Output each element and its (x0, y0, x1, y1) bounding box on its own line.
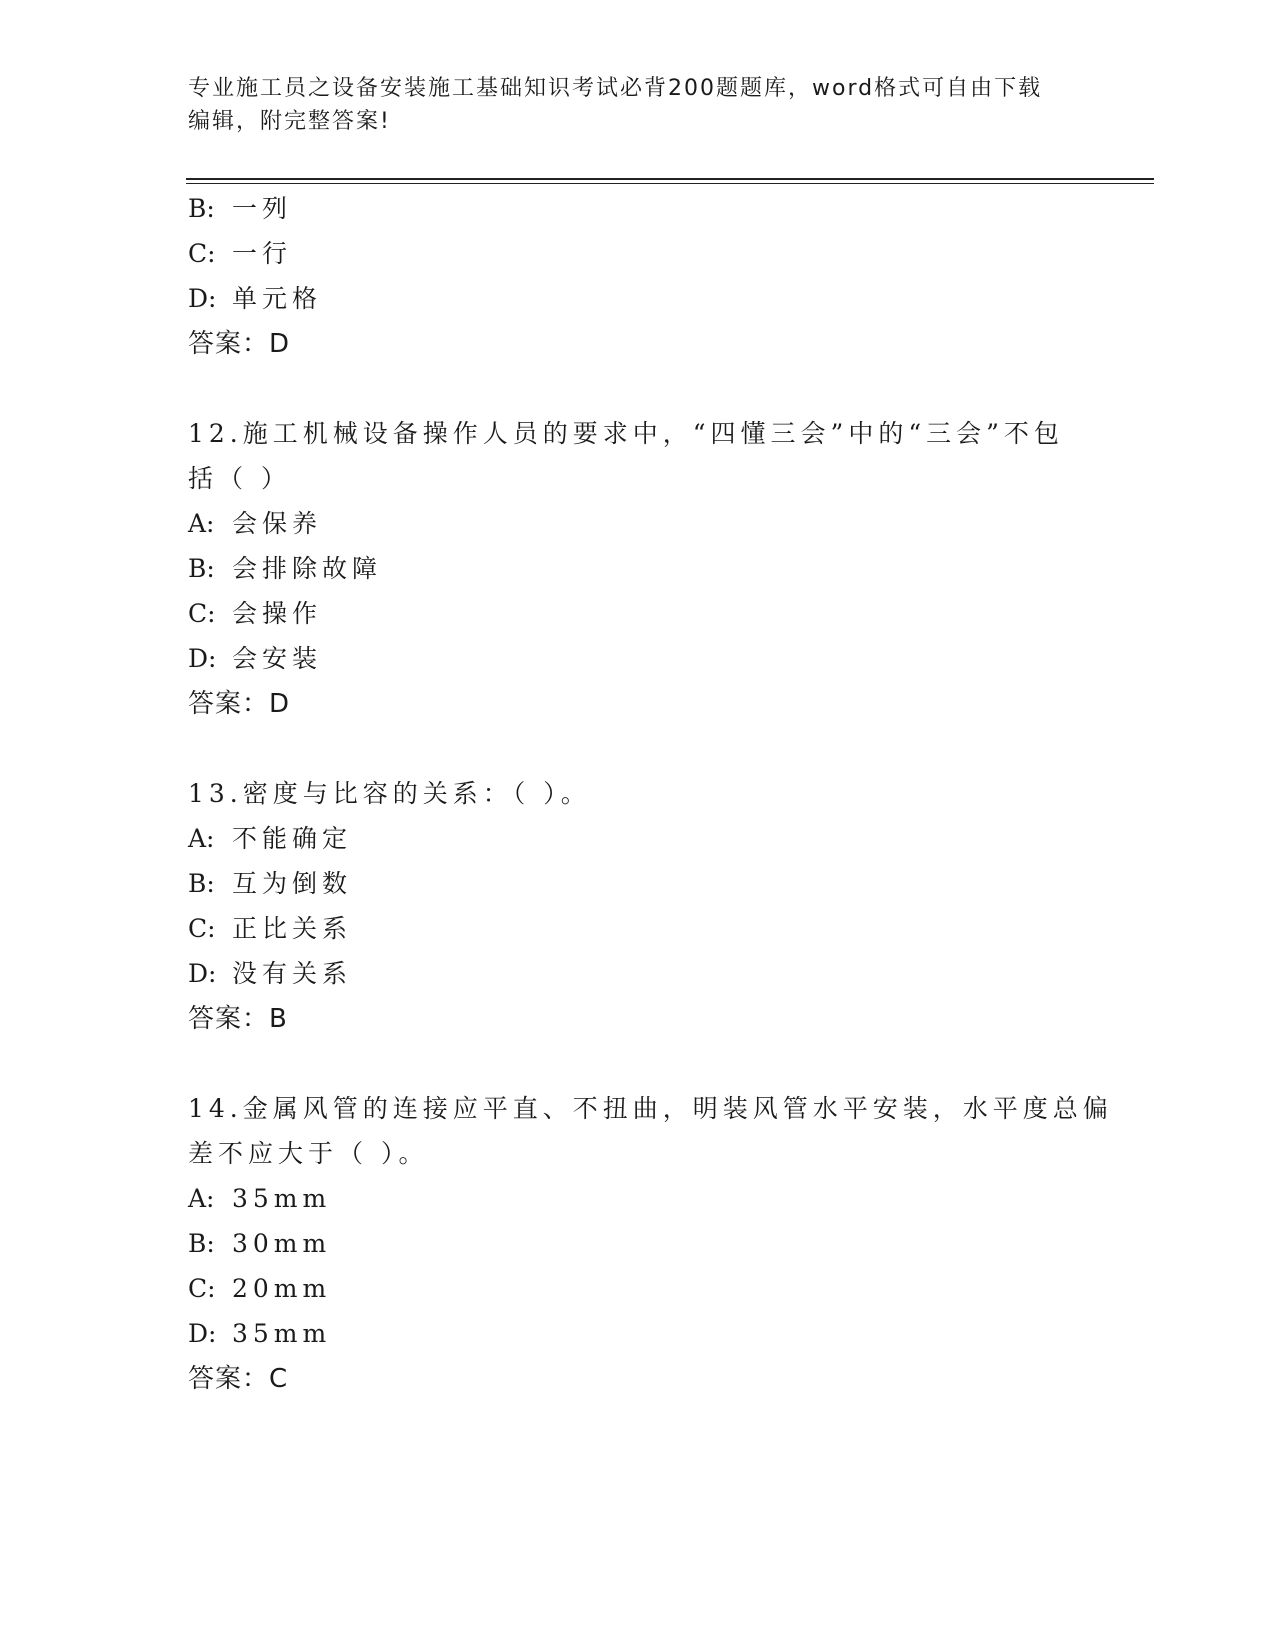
question-13-text: 13.密度与比容的关系：（ ）。 (188, 779, 591, 808)
option-text: 30mm (232, 1229, 332, 1258)
option-label: D: (188, 1319, 217, 1348)
option-c (188, 599, 322, 629)
option-b (188, 194, 292, 224)
option-label: D: (188, 284, 217, 313)
answer-line: 答案：C (188, 1364, 289, 1394)
option-label: B: (188, 869, 215, 898)
option-d (188, 959, 352, 989)
question-12-text-cont: 括（ ） (188, 464, 291, 493)
option-label: C: (188, 914, 216, 943)
option-label: A: (188, 824, 215, 853)
answer-line: 答案：D (188, 689, 291, 719)
option-text: 35mm (232, 1319, 332, 1348)
option-text: 会安装 (232, 644, 323, 673)
option-b (188, 869, 352, 899)
question-14-text: 14.金属风管的连接应平直、不扭曲，明装风管水平安装，水平度总偏 (188, 1094, 1113, 1123)
option-b (188, 554, 382, 584)
option-label: A: (188, 1184, 215, 1213)
option-label: B: (188, 1229, 215, 1258)
header-line-2: 编辑，附完整答案! (188, 109, 391, 134)
option-text: 没有关系 (232, 959, 353, 988)
document-header (188, 72, 1068, 138)
header-divider-thin (186, 183, 1154, 184)
option-label: A: (188, 509, 215, 538)
option-label: C: (188, 1274, 216, 1303)
option-text: 互为倒数 (232, 869, 353, 898)
option-c (188, 1274, 331, 1304)
option-label: D: (188, 644, 217, 673)
option-text: 不能确定 (232, 824, 353, 853)
option-text: 会保养 (232, 509, 323, 538)
option-d (188, 644, 322, 674)
question-12-text: 12.施工机械设备操作人员的要求中，“四懂三会”中的“三会”不包 (188, 419, 1064, 448)
option-text: 正比关系 (232, 914, 353, 943)
option-d (188, 1319, 331, 1349)
option-text: 单元格 (232, 284, 323, 313)
option-label: D: (188, 959, 217, 988)
header-line-1: 专业施工员之设备安装施工基础知识考试必背200题题库，word格式可自由下载 (188, 76, 1043, 101)
option-label: B: (188, 194, 215, 223)
option-a (188, 1184, 331, 1214)
option-a (188, 824, 352, 854)
option-text: 一行 (232, 239, 293, 268)
option-a (188, 509, 322, 539)
option-b (188, 1229, 331, 1259)
option-text: 会操作 (232, 599, 323, 628)
option-c (188, 239, 292, 269)
option-label: C: (188, 599, 216, 628)
question-14-text-cont: 差不应大于（ ）。 (188, 1139, 429, 1168)
option-text: 35mm (232, 1184, 332, 1213)
option-c (188, 914, 352, 944)
answer-line: 答案：B (188, 1004, 288, 1034)
header-divider-thick (186, 178, 1154, 180)
option-d (188, 284, 322, 314)
option-text: 一列 (232, 194, 293, 223)
answer-line: 答案：D (188, 329, 291, 359)
option-text: 20mm (232, 1274, 332, 1303)
option-text: 会排除故障 (232, 554, 383, 583)
option-label: B: (188, 554, 215, 583)
option-label: C: (188, 239, 216, 268)
